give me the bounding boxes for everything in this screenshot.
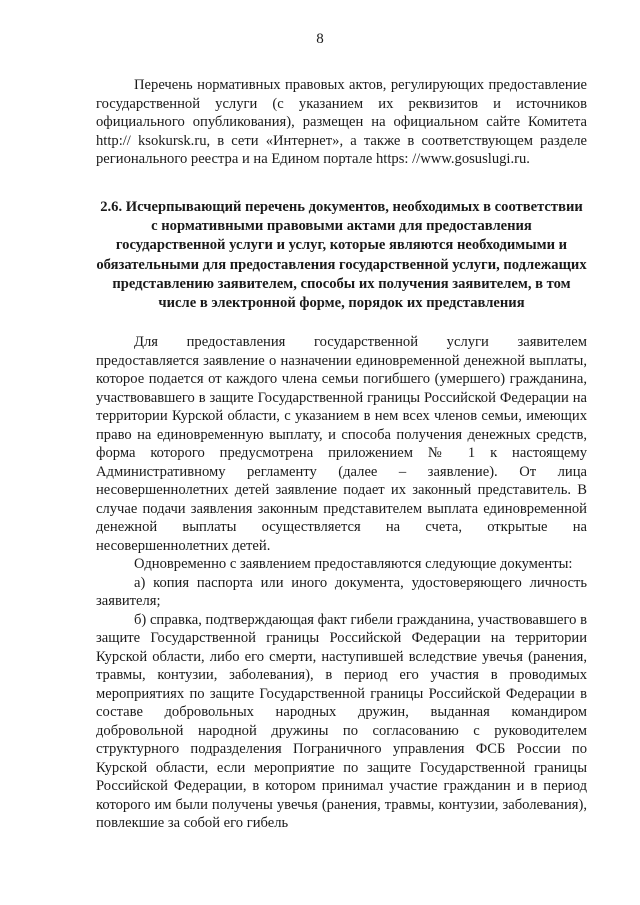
section-heading: 2.6. Исчерпывающий перечень документов, необходимых в соответствии с нормативными правовыми актами для предоставления государственной услуги и услуг, которые являются необходимыми и обязательными для предоставления государственной услуги, подлежащих представлению заявителем, способы их получения заявителем, в том числе в электронной форме, порядок их представления (96, 199, 587, 312)
body-section (96, 333, 587, 833)
list-item-a: а) копия паспорта или иного документа, удостоверяющего личность заявителя; (96, 574, 587, 609)
intro-paragraph: Перечень нормативных правовых актов, регулирующих предоставление государственной услуги (с указанием их реквизитов и источников официального опубликования), размещен на официальном сайте Комитета http:// ksokursk.ru, в сети «Интернет», а также в соответствующем разделе регионального реестра и на Едином портале https: //www.gosuslugi.ru. (96, 77, 587, 167)
intro-section (96, 76, 587, 169)
list-item-b: б) справка, подтверждающая факт гибели гражданина, участвовавшего в защите Государственной границы Российской Федерации на территории Курской области, либо его смерти, наступившей вследствие увечья (ранения, травмы, контузии, заболевания), в период его участия в проводимых мероприятиях по защите Государственной границы Российской Федерации в составе добровольных народных дружин, выданная командиром добровольной народной дружины по согласованию с руководителем структурного подразделения Пограничного управления ФСБ России по Курской области, если мероприятие по защите Государственной границы Российской Федерации, в котором принимал участие гражданин и в период которого им были получены увечья (ранения, травмы, контузии, заболевания), повлекшие за собой его гибель (96, 611, 587, 831)
paragraph-application: Для предоставления государственной услуги заявителем предоставляется заявление о назначении единовременной денежной выплаты, которое подается от каждого члена семьи погибшего (умершего) гражданина, участвовавшего в защите Государственной границы Российской Федерации на территории Курской области, с указанием в нем всех членов семьи, имеющих право на единовременную выплату, и способа получения денежных средств, форма которого предусмотрена приложением № 1 к настоящему Административному регламенту (далее – заявление). От лица несовершеннолетних детей заявление подает их законный представитель. В случае подачи заявления законным представителем выплата единовременной денежной выплаты осуществляется на счета, открытые на несовершеннолетних детей. (96, 334, 587, 554)
paragraph-documents-intro: Одновременно с заявлением предоставляются следующие документы: (134, 556, 573, 572)
page-number: 8 (316, 31, 324, 47)
